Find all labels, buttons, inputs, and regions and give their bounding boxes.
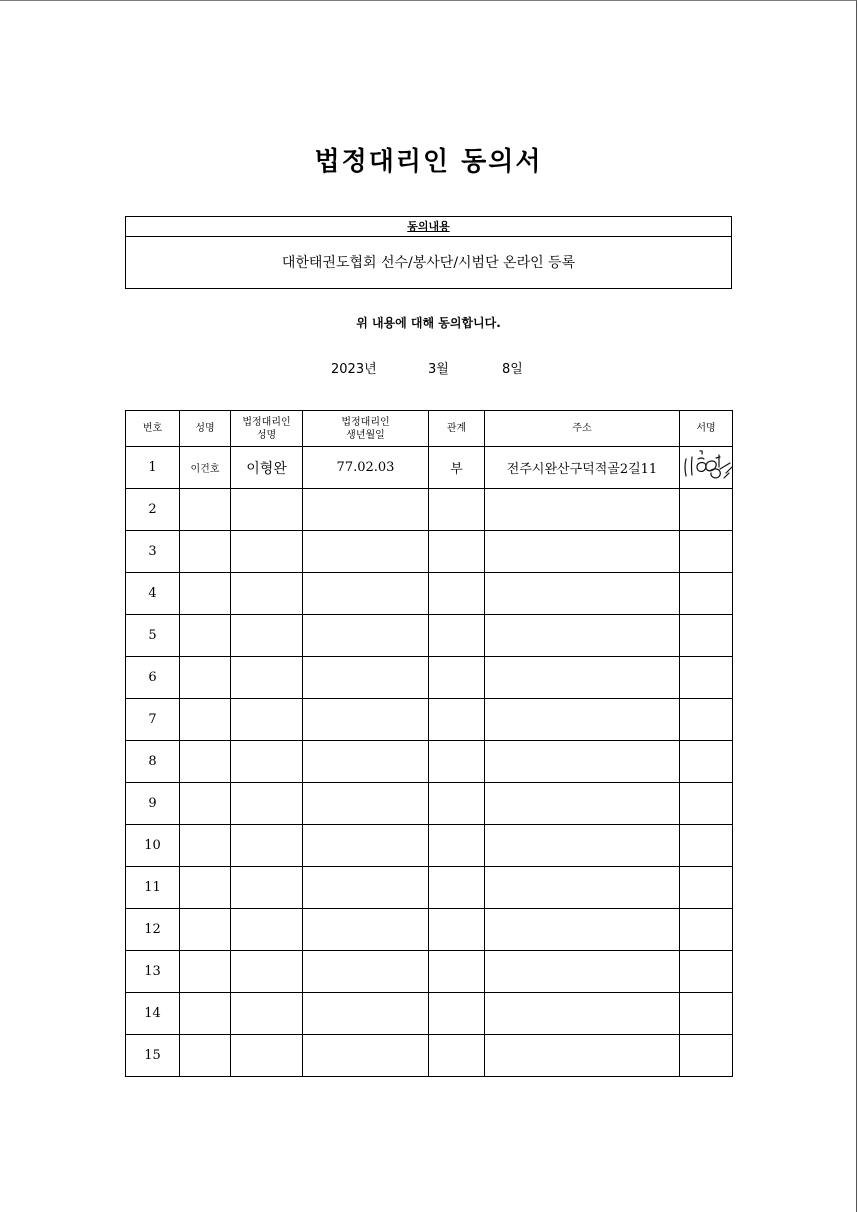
cell-relation (429, 951, 485, 993)
consent-content: 대한태권도협회 선수/봉사단/시범단 온라인 등록 (281, 255, 576, 271)
cell-rep-birth (303, 1035, 429, 1077)
cell-rep-birth (303, 489, 429, 531)
table-row (126, 1035, 733, 1077)
cell-rep-name: 이형완 (231, 447, 303, 489)
cell-name (180, 909, 231, 951)
cell-rep-name (231, 573, 303, 615)
table-row (126, 573, 733, 615)
table-row (126, 615, 733, 657)
cell-rep-name (231, 951, 303, 993)
cell-signature (680, 993, 733, 1035)
header-rep-name: 법정대리인 성명 (231, 411, 303, 447)
cell-no: 15 (126, 1035, 180, 1077)
cell-address (485, 657, 680, 699)
cell-rep-birth (303, 993, 429, 1035)
cell-rep-birth (303, 573, 429, 615)
table-row (126, 909, 733, 951)
cell-rep-name (231, 741, 303, 783)
cell-rep-name (231, 867, 303, 909)
cell-signature (680, 615, 733, 657)
cell-signature (680, 657, 733, 699)
table-row (126, 699, 733, 741)
cell-relation (429, 615, 485, 657)
cell-no: 7 (126, 699, 180, 741)
cell-rep-birth (303, 657, 429, 699)
cell-no: 12 (126, 909, 180, 951)
table-row (126, 741, 733, 783)
handwritten-signature (680, 445, 736, 485)
cell-rep-name (231, 657, 303, 699)
cell-address (485, 825, 680, 867)
cell-address (485, 699, 680, 741)
cell-rep-birth (303, 699, 429, 741)
cell-name (180, 867, 231, 909)
cell-name (180, 993, 231, 1035)
cell-relation: 부 (429, 447, 485, 489)
cell-relation (429, 1035, 485, 1077)
cell-address (485, 993, 680, 1035)
cell-signature (680, 951, 733, 993)
cell-relation (429, 993, 485, 1035)
cell-address (485, 1035, 680, 1077)
header-no: 번호 (126, 411, 180, 447)
cell-no: 4 (126, 573, 180, 615)
cell-relation (429, 699, 485, 741)
cell-address (485, 741, 680, 783)
table-row (126, 657, 733, 699)
cell-relation (429, 531, 485, 573)
table-row (126, 951, 733, 993)
cell-signature (680, 447, 733, 489)
cell-rep-birth (303, 951, 429, 993)
cell-no: 14 (126, 993, 180, 1035)
cell-name (180, 489, 231, 531)
table-row (126, 993, 733, 1035)
date-day: 8일 (502, 362, 523, 377)
cell-name (180, 1035, 231, 1077)
cell-name (180, 741, 231, 783)
consent-heading-row (126, 217, 731, 237)
consent-heading: 동의내용 (407, 220, 450, 233)
cell-name (180, 699, 231, 741)
cell-rep-name (231, 489, 303, 531)
cell-relation (429, 489, 485, 531)
cell-rep-birth (303, 741, 429, 783)
cell-relation (429, 741, 485, 783)
cell-signature (680, 1035, 733, 1077)
cell-name (180, 951, 231, 993)
header-relation: 관계 (429, 411, 485, 447)
cell-no: 11 (126, 867, 180, 909)
header-signature: 서명 (680, 411, 733, 447)
table-row (126, 447, 733, 489)
cell-address (485, 951, 680, 993)
cell-no: 5 (126, 615, 180, 657)
cell-relation (429, 573, 485, 615)
cell-rep-birth (303, 615, 429, 657)
cell-address (485, 909, 680, 951)
cell-rep-birth (303, 825, 429, 867)
cell-rep-birth (303, 783, 429, 825)
consent-table (125, 410, 733, 1077)
cell-rep-name (231, 615, 303, 657)
cell-signature (680, 741, 733, 783)
cell-no: 3 (126, 531, 180, 573)
cell-rep-name (231, 531, 303, 573)
cell-address (485, 531, 680, 573)
cell-rep-name (231, 909, 303, 951)
cell-rep-name (231, 993, 303, 1035)
cell-signature (680, 531, 733, 573)
cell-rep-birth (303, 909, 429, 951)
cell-rep-birth (303, 531, 429, 573)
cell-signature (680, 909, 733, 951)
header-address: 주소 (485, 411, 680, 447)
table-body (126, 447, 733, 1077)
cell-name (180, 783, 231, 825)
cell-no: 6 (126, 657, 180, 699)
cell-no: 1 (126, 447, 180, 489)
cell-signature (680, 867, 733, 909)
table-row (126, 825, 733, 867)
cell-no: 10 (126, 825, 180, 867)
cell-rep-birth: 77.02.03 (303, 447, 429, 489)
cell-name: 이건호 (180, 447, 231, 489)
cell-address (485, 615, 680, 657)
table-header-row (126, 411, 733, 447)
cell-relation (429, 783, 485, 825)
date-month: 3월 (428, 362, 449, 377)
cell-signature (680, 783, 733, 825)
cell-relation (429, 909, 485, 951)
cell-name (180, 531, 231, 573)
cell-name (180, 825, 231, 867)
cell-no: 9 (126, 783, 180, 825)
cell-name (180, 615, 231, 657)
cell-no: 8 (126, 741, 180, 783)
cell-rep-name (231, 783, 303, 825)
table-row (126, 867, 733, 909)
cell-signature (680, 825, 733, 867)
cell-rep-name (231, 699, 303, 741)
cell-relation (429, 657, 485, 699)
cell-signature (680, 489, 733, 531)
cell-rep-name (231, 825, 303, 867)
cell-no: 2 (126, 489, 180, 531)
agree-statement: 위 내용에 대해 동의합니다. (356, 316, 501, 330)
cell-name (180, 657, 231, 699)
document-title: 법정대리인 동의서 (314, 147, 543, 177)
cell-address (485, 573, 680, 615)
consent-box (125, 216, 732, 289)
cell-address: 전주시완산구덕적골2길11 (485, 447, 680, 489)
header-name: 성명 (180, 411, 231, 447)
cell-rep-birth (303, 867, 429, 909)
table-row (126, 489, 733, 531)
cell-rep-name (231, 1035, 303, 1077)
cell-relation (429, 867, 485, 909)
cell-address (485, 783, 680, 825)
table-row (126, 783, 733, 825)
cell-name (180, 573, 231, 615)
date-year: 2023년 (331, 362, 377, 377)
table-row (126, 531, 733, 573)
cell-address (485, 867, 680, 909)
header-rep-birth: 법정대리인 생년월일 (303, 411, 429, 447)
cell-relation (429, 825, 485, 867)
cell-signature (680, 573, 733, 615)
cell-signature (680, 699, 733, 741)
cell-no: 13 (126, 951, 180, 993)
cell-address (485, 489, 680, 531)
